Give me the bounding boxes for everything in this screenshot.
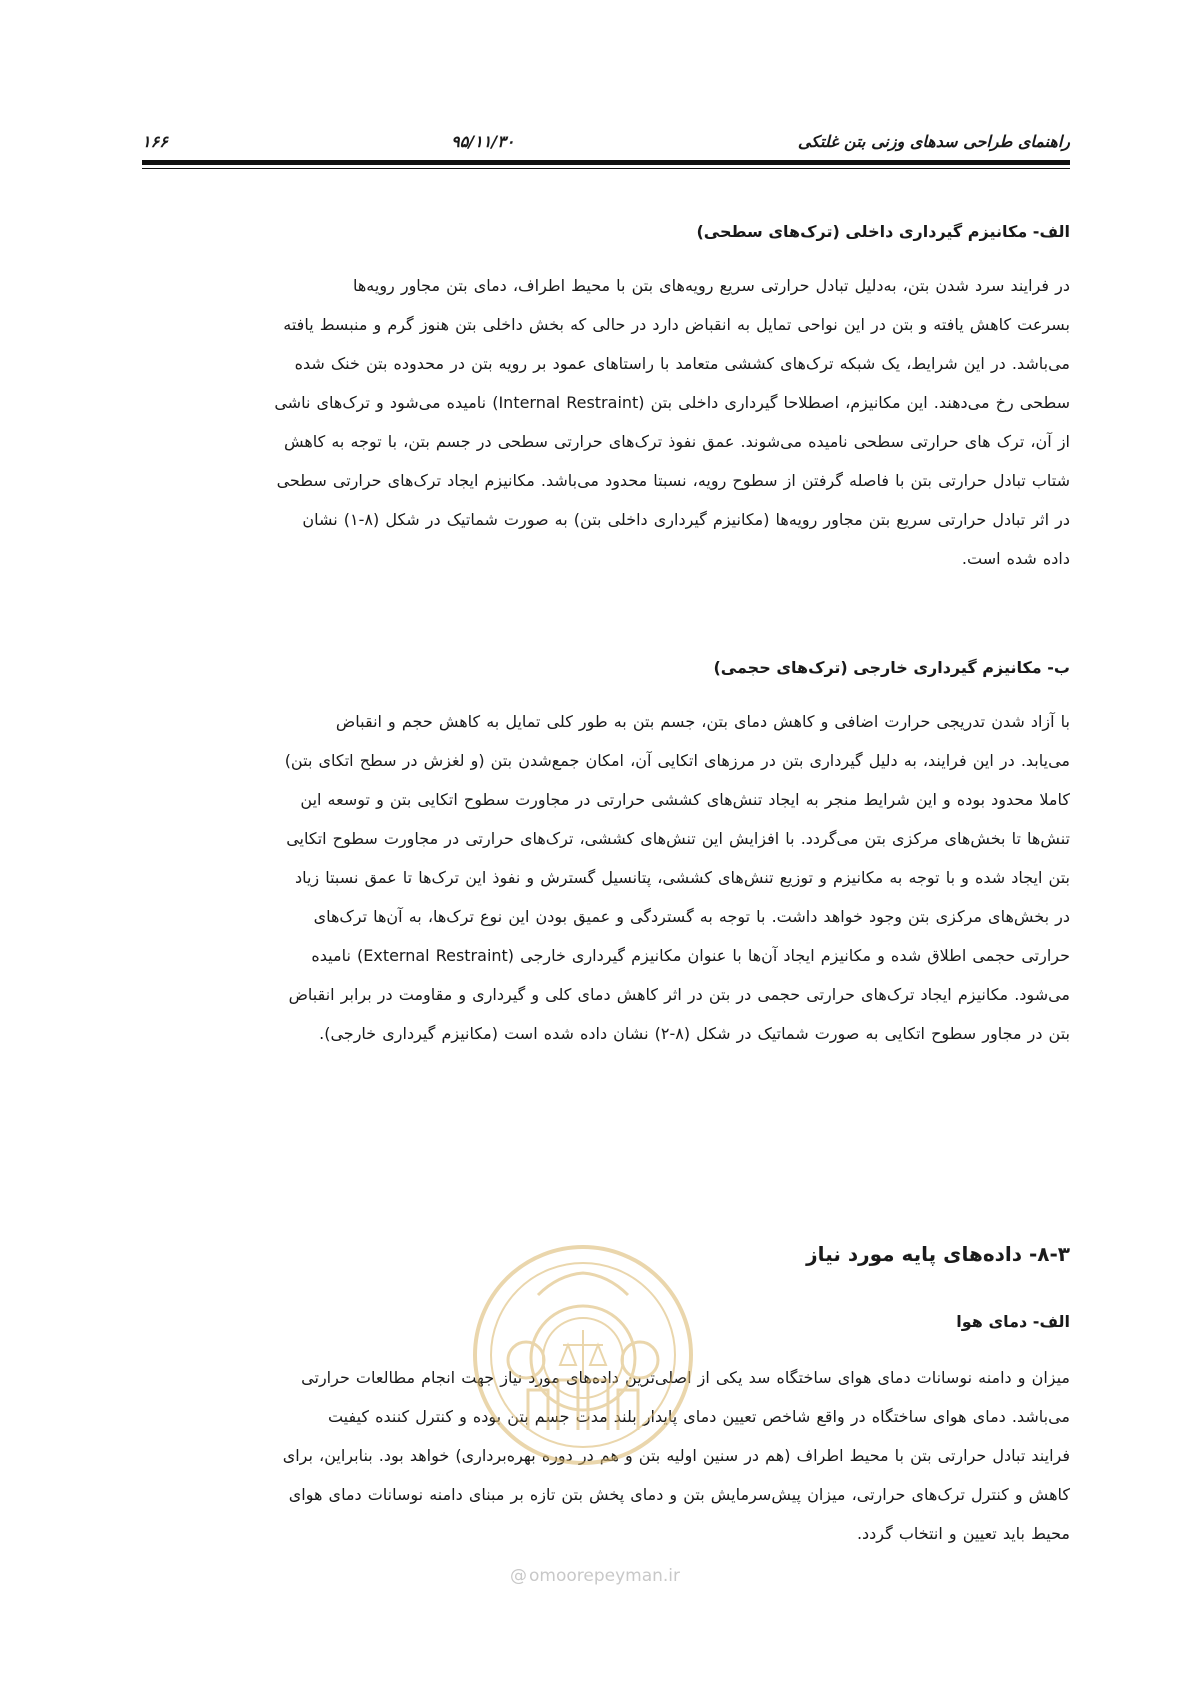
paragraph-line: بسرعت کاهش یافته و بتن در این نواحی تمایل به انقباض دارد در حالی که بخش داخلی بتن هنوز گرم و منبسط یافته [283, 315, 1070, 334]
paragraph-line: حرارتی حجمی اطلاق شده و مکانیزم ایجاد آن‌ها با عنوان مکانیزم گیرداری خارجی (External Restraint) نامیده [311, 946, 1070, 965]
paragraph-line: با آزاد شدن تدریجی حرارت اضافی و کاهش دمای بتن، جسم بتن به طور کلی تمایل به کاهش حجم و انقباض [335, 712, 1070, 731]
paragraph-line: سطحی رخ می‌دهند. این مکانیزم، اصطلاحا گیرداری داخلی بتن (Internal Restraint) نامیده می‌شود و ترک‌های ناشی [274, 393, 1070, 412]
watermark-url [0, 1566, 1190, 1586]
paragraph-line: می‌باشد. دمای هوای ساختگاه در واقع شاخص تعیین دمای پایدار بلند مدت جسم بتن بوده و کنترل کننده کیفیت [327, 1407, 1070, 1426]
paragraph-line: کاهش و کنترل ترک‌های حرارتی، میزان پیش‌سرمایش بتن و دمای پخش بتن تازه بر مبنای دامنه نوسانات دمای هوای [288, 1485, 1070, 1504]
paragraph-line: در فرایند سرد شدن بتن، به‌دلیل تبادل حرارتی سریع رویه‌های بتن با محیط اطراف، دمای بتن مجاور رویه‌ها [352, 276, 1070, 295]
paragraph-line: داده شده است. [961, 549, 1070, 568]
header-rule-thick [142, 160, 1070, 165]
header-date: ۹۵/۱۱/۳۰ [451, 131, 515, 151]
paragraph-line: بتن در مجاور سطوح اتکایی به صورت شماتیک در شکل (۸-۲) نشان داده شده است (مکانیزم گیرداری خارجی). [319, 1024, 1070, 1043]
page-header [142, 126, 1070, 156]
section-heading-base-data: ۸-۳- داده‌های پایه مورد نیاز [806, 1242, 1070, 1266]
paragraph-line: در بخش‌های مرکزی بتن وجود خواهد داشت. با توجه به گستردگی و عمیق بودن این نوع ترک‌ها، به آن‌ها ترک‌های [313, 907, 1070, 926]
paragraph-line: در اثر تبادل حرارتی سریع بتن مجاور رویه‌ها (مکانیزم گیرداری داخلی بتن) به صورت شماتیک در شکل (۸-۱) نشان [302, 510, 1070, 529]
heading-air-temperature: الف- دمای هوا [956, 1312, 1070, 1331]
header-rule-thin [142, 168, 1070, 169]
paragraph-line: فرایند تبادل حرارتی بتن با محیط اطراف (هم در سنین اولیه بتن و هم در دوره بهره‌برداری) خواهد بود. بنابراین، برای [282, 1446, 1070, 1465]
book-title: راهنمای طراحی سدهای وزنی بتن غلتکی [797, 131, 1070, 151]
paragraph-line: می‌شود. مکانیزم ایجاد ترک‌های حرارتی حجمی در بتن در اثر کاهش دمای کلی و گیرداری و مقاومت در برابر انقباض [288, 985, 1070, 1004]
paragraph-line: کاملا محدود بوده و این شرایط منجر به ایجاد تنش‌های کششی حرارتی در مجاورت سطوح اتکایی بتن و توسعه این [300, 790, 1070, 809]
paragraph-line: میزان و دامنه نوسانات دمای هوای ساختگاه سد یکی از اصلی‌ترین داده‌های مورد نیاز جهت انجام مطالعات حرارتی [301, 1368, 1070, 1387]
paragraph-air-temperature [142, 1358, 1070, 1553]
at-sign-icon: @ [509, 1566, 527, 1586]
paragraph-internal-restraint [142, 266, 1070, 578]
watermark-url-text: omoorepeyman.ir [528, 1566, 681, 1586]
paragraph-line: از آن، ترک های حرارتی سطحی نامیده می‌شوند. عمق نفوذ ترک‌های حرارتی سطحی در جسم بتن، با توجه به کاهش [283, 432, 1070, 451]
paragraph-line: بتن ایجاد شده و با توجه به مکانیزم و توزیع تنش‌های کششی، پتانسیل گسترش و نفوذ این ترک‌ها تا عمق نسبتا زیاد [294, 868, 1070, 887]
paragraph-line: می‌باشد. در این شرایط، یک شبکه ترک‌های کششی متعامد با راستاهای عمود بر رویه بتن در محدوده بتن خنک شده [294, 354, 1070, 373]
paragraph-line: می‌یابد. در این فرایند، به دلیل گیرداری بتن در مرزهای اتکایی آن، امکان جمع‌شدن بتن (و لغزش در سطح اتکای بتن) [284, 751, 1070, 770]
paragraph-line: محیط باید تعیین و انتخاب گردد. [856, 1524, 1070, 1543]
heading-internal-restraint: الف- مکانیزم گیرداری داخلی (ترک‌های سطحی) [696, 222, 1070, 241]
page-number: ۱۶۶ [142, 131, 168, 151]
paragraph-line: شتاب تبادل حرارتی بتن با فاصله گرفتن از سطوح رویه، نسبتا محدود می‌باشد. مکانیزم ایجاد ترک‌های حرارتی سطحی [276, 471, 1070, 490]
heading-external-restraint: ب- مکانیزم گیرداری خارجی (ترک‌های حجمی) [713, 658, 1070, 677]
paragraph-line: تنش‌ها تا بخش‌های مرکزی بتن می‌گردد. با افزایش این تنش‌های کششی، ترک‌های حرارتی در مجاورت سطوح اتکایی [286, 829, 1070, 848]
paragraph-external-restraint [142, 702, 1070, 1053]
